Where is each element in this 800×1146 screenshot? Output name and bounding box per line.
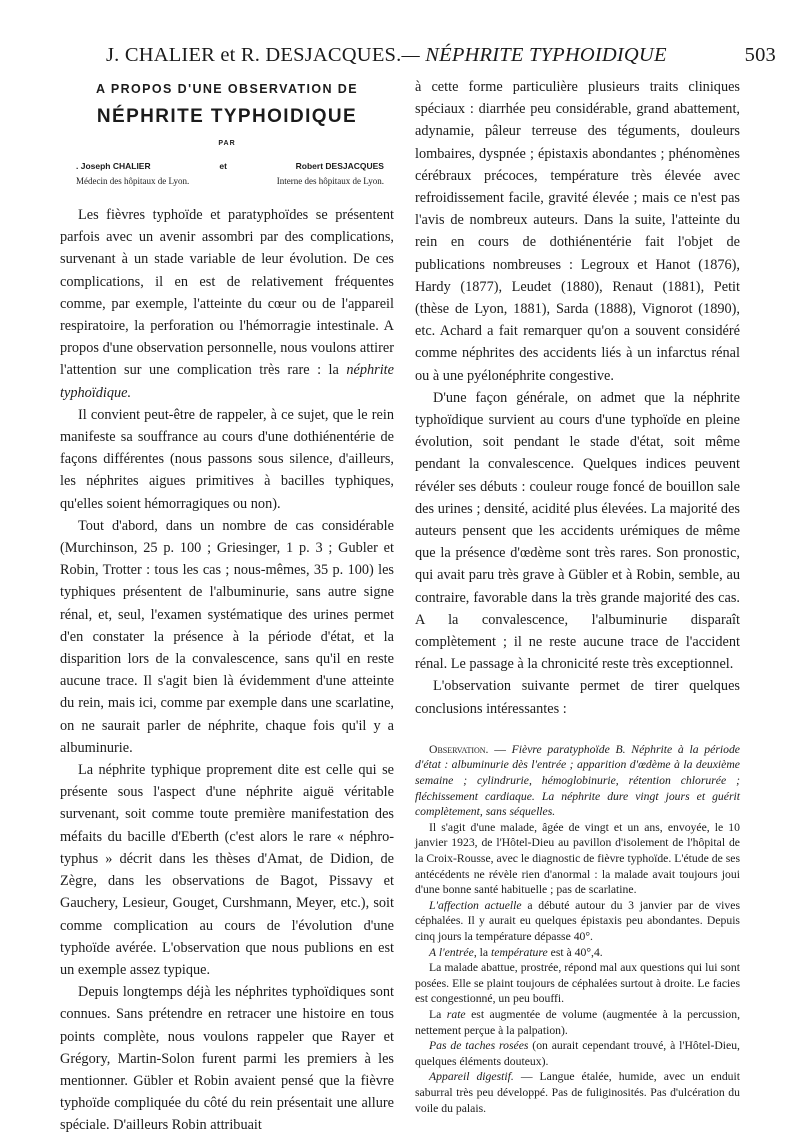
page-number: 503 (744, 44, 776, 66)
observation-paragraph: Il s'agit d'une malade, âgée de vingt et un ans, envoyée, le 10 janvier 1923, de l'Hôtel-Dieu au pavillon d'isolement de l'hôpital de la Croix-Rousse, avec le diagnostic de fièvre typhoïde. L'étude de ses antécédents ne révèle rien d'anormal : la malade avait toujours joui d'une bonne santé habituelle ; pas de scarlatine. (415, 820, 740, 897)
paragraph: Depuis longtemps déjà les néphrites typhoïdiques sont connues. Sans prétendre en retracer une histoire en tous points complète, nous voulons rappeler que Rayer et Grégory, Martin-Solon furent parmi les premiers à les mentionner. Gübler et Robin avaient pensé que la fièvre typhoïde compliquée du côté du rein présentait une allure spéciale. D'ailleurs Robin attribuait (60, 984, 394, 1134)
author-line (60, 161, 394, 171)
running-head-title: — NÉPHRITE TYPHOIDIQUE (401, 44, 667, 66)
author-2: Robert DESJACQUES (295, 161, 384, 171)
author-conjunction: et (219, 161, 227, 171)
observation-paragraph: L'affection actuelle a débuté autour du 3 janvier par de vives céphalées. Il y aurait eu quelques épistaxis peu abondantes. Depuis cinq jours la température dépasse 40°. (415, 898, 740, 944)
article-title: NÉPHRITE TYPHOIDIQUE (96, 106, 358, 127)
observation-paragraph: La rate est augmentée de volume (augmentée à la percussion, nettement perçue à la palpation). (415, 1007, 741, 1037)
paragraph: Il convient peut-être de rappeler, à ce sujet, que le rein manifeste sa souffrance au cours d'une dothiénentérie de façons différentes (nous passons sous silence, d'ailleurs, les néphrites aigues primitives à bacilles typhiques, qu'elles soient hémorragiques ou non). (60, 406, 394, 512)
article-title-block (60, 82, 394, 147)
author-1: . Joseph CHALIER (76, 161, 151, 171)
paragraph: Les fièvres typhoïde et paratyphoïdes se présentent parfois avec un avenir assombri par des complications, survenant à un stade variable de leur évolution. De ces complications, il en est de relativement fréquentes comme, par exemple, l'atteinte du cœur ou de l'appareil respiratoire, la perforation ou l'hémorragie intestinale. A propos d'une observation personnelle, nous voulons attirer l'attention sur une complication très rare : la néphrite typhoïdique. (60, 207, 394, 401)
observation-label: Observation. (429, 742, 489, 756)
observation-summary: Observation. — Fièvre paratyphoïde B. Néphrite à la période d'état : albuminurie dès l'entrée ; apparition d'œdème à la deuxième semaine ; cylindrurie, hémoglobinurie, rétention chlorurée ; fléchissement cardiaque. La néphrite dure vingt jours et guérit complètement, sans séquelles. (415, 742, 740, 819)
affiliation-2: Interne des hôpitaux de Lyon. (276, 176, 384, 186)
article-par: PAR (218, 140, 236, 147)
emphasis: néphrite typhoïdique. (60, 362, 394, 401)
affiliation-line (60, 176, 394, 186)
paragraph: Tout d'abord, dans un nombre de cas considérable (Murchinson, 25 p. 100 ; Griesinger, 1 p. 3 ; Gubler et Robin, Trotter : tous les cas ; nous-mêmes, 35 p. 100) les typhiques présentent de l'albuminurie, sans autre signe rénal, et, seul, l'examen systématique des urines permet d'en constater la présence à la période d'état, et la disparition lors de la convalescence, sans qu'il en reste aucune trace. Il s'agit bien là évidemment d'une atteinte du rein, mais ici, comme par exemple dans une scarlatine, on ne saurait parler de néphrite, chaque fois qu'il y a albuminurie. (60, 517, 394, 756)
article-pretitle: A PROPOS D'UNE OBSERVATION DE (96, 82, 358, 96)
observation-paragraph: Pas de taches rosées (on aurait cependant trouvé, à l'Hôtel-Dieu, quelques éléments douteux). (415, 1039, 740, 1068)
right-column (415, 76, 740, 1116)
affiliation-1: Médecin des hôpitaux de Lyon. (76, 176, 190, 186)
paragraph: La néphrite typhique proprement dite est celle qui se présente sous l'aspect d'une néphrite aiguë véritable survenant, soit comme toute première manifestation des méfaits du bacille d'Eberth (c'est alors le rare « néphro-typhus » décrit dans les thèses d'Amat, de Didion, de Zègre, dans les observations de Bagot, Pissavy et Gauchery, Lesieur, Gouget, Curshmann, Meyer, etc.), soit comme complication au cours de l'évolution d'une typhoïde avérée. L'observation que nous publions en est un exemple assez typique. (60, 762, 394, 978)
right-body-text (415, 76, 740, 720)
paragraph: à cette forme particulière plusieurs traits cliniques spéciaux : diarrhée peu considérable, grand abattement, adynamie, pâleur terreuse des téguments, douleurs lombaires, dyspnée ; épistaxis abondantes ; phénomènes cérébraux précoces, température très élevée avec refroidissement facile, gravité élevée ; mais ce n'est pas l'avis de nombreux auteurs. Dans la suite, l'atteinte du rein en cours de dothiénentérie fait l'objet de publications nombreuses : Legroux et Hanot (1876), Hardy (1877), Leudet (1880), Renaut (1881), Petit (thèse de Lyon, 1881), Sarda (1888), Vignorot (1890), etc. Achard a fait remarquer qu'on a souvent considéré comme néphrites des accidents liés à un infarctus rénal ou à une pyélonéphrite congestive. (415, 79, 740, 384)
paragraph: D'une façon générale, on admet que la néphrite typhoïdique survient au cours d'une typhoïde en pleine évolution, soit pendant le stade d'état, soit même pendant la convalescence. Quelques indices peuvent révéler ses débuts : couleur rouge foncé de bouillon sale des urines ; densité, acidité plus élevées. La majorité des auteurs pensent que les accidents urémiques de même que la présence d'œdème sont très rares. Son pronostic, qui avait paru très grave à Gübler et à Robin, semble, au contraire, favorable dans la très grande majorité des cas. A la convalescence, l'albuminurie disparaît complètement ; il ne reste aucune trace de l'accident rénal. Le passage à la chronicité reste très exceptionnel. (415, 389, 740, 673)
observation-paragraph: La malade abattue, prostrée, répond mal aux questions qui lui sont posées. Elle se plaint toujours de céphalées surtout à droite. Le facies est congestionné, un peu bouffi. (415, 961, 740, 1006)
observation-paragraph: Appareil digestif. — Langue étalée, humide, avec un enduit saburral très peu développé. Pas de fuliginosités. Pas d'ulcération du voile du palais. (415, 1070, 740, 1115)
left-column (60, 76, 394, 1137)
observation-section (415, 742, 740, 1116)
running-head (106, 44, 776, 67)
running-head-authors: J. CHALIER et R. DESJACQUES. (106, 44, 402, 66)
left-body-text (60, 204, 394, 1137)
observation-paragraph: A l'entrée, la température est à 40°,4. (429, 945, 603, 959)
paragraph: L'observation suivante permet de tirer quelques conclusions intéressantes : (415, 678, 740, 717)
